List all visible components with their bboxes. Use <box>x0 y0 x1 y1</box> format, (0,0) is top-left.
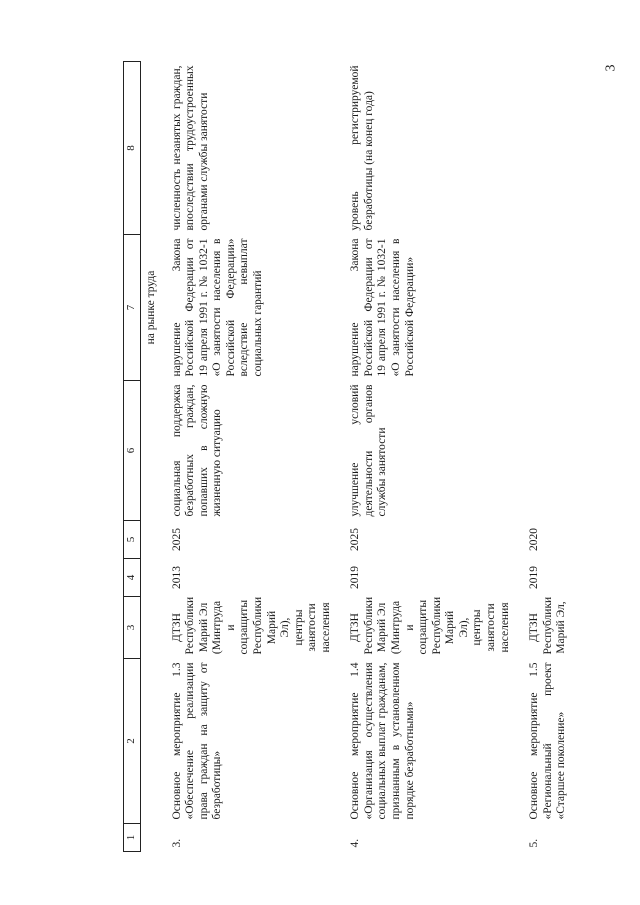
row-number: 4. <box>349 838 362 848</box>
table-row <box>165 62 344 852</box>
indicator: уровень регистрируемой безработицы (на конец года) <box>349 65 375 231</box>
executor: ДТЗН Республики Марий Эл, <box>528 596 568 655</box>
header-row <box>124 62 141 852</box>
executor: ДТЗН Республики Марий Эл (Минтруда и соцзащиты Республики Марий Эл), центры занятости населения <box>349 596 511 655</box>
measure-name: Основное мероприятие 1.5 «Региональный проект «Старшее поколение» <box>528 662 568 820</box>
header-cell: 6 <box>124 381 141 521</box>
header-cell: 5 <box>124 521 141 559</box>
start-year: 2013 <box>170 566 183 589</box>
rotated-table-page <box>123 62 603 852</box>
indicator: численность незанятых граждан, впоследствии трудоустроенных органами службы занятости <box>170 65 210 231</box>
row-number: 5. <box>528 838 541 848</box>
subheading: на рынке труда <box>145 270 157 345</box>
table-row <box>343 62 522 852</box>
consequences: нарушение Закона Российской Федерации от 19 апреля 1991 г. № 1032-1 «О занятости населения в Российской Федерации» <box>349 238 416 377</box>
row-number: 3. <box>170 838 183 848</box>
measure-name: Основное мероприятие 1.3 «Обеспечение реализации права граждан на защиту от безработицы» <box>170 662 224 820</box>
header-cell: 4 <box>124 559 141 597</box>
measures-table <box>123 61 579 852</box>
page-number: 3 <box>603 64 619 72</box>
end-year: 2020 <box>528 528 541 551</box>
end-year: 2025 <box>170 528 183 551</box>
start-year: 2019 <box>349 566 362 589</box>
subheading-row <box>141 62 165 852</box>
header-cell: 7 <box>124 235 141 381</box>
end-year: 2025 <box>349 528 362 551</box>
table-row <box>522 62 579 852</box>
measure-name: Основное мероприятие 1.4 «Организация осуществления социальных выплат гражданам, признанным в установленном порядке безработными» <box>349 662 416 820</box>
consequences <box>522 235 579 381</box>
header-cell: 8 <box>124 62 141 235</box>
header-cell: 1 <box>124 824 141 852</box>
header-cell: 2 <box>124 659 141 824</box>
start-year: 2019 <box>528 566 541 589</box>
consequences: нарушение Закона Российской Федерации от 19 апреля 1991 г. № 1032-1 «О занятости населения в Российской Федерации» вследствие невыплат социальных гарантий <box>170 238 264 377</box>
indicator <box>522 62 579 235</box>
header-cell: 3 <box>124 597 141 659</box>
expected-result: социальная поддержка безработных граждан, попавших в сложную жизненную ситуацию <box>170 384 224 517</box>
executor: ДТЗН Республики Марий Эл (Минтруда и соцзащиты Республики Марий Эл), центры занятости населения <box>170 596 332 655</box>
expected-result: улучшение условий деятельности органов службы занятости <box>349 384 389 517</box>
expected-result <box>522 381 579 521</box>
